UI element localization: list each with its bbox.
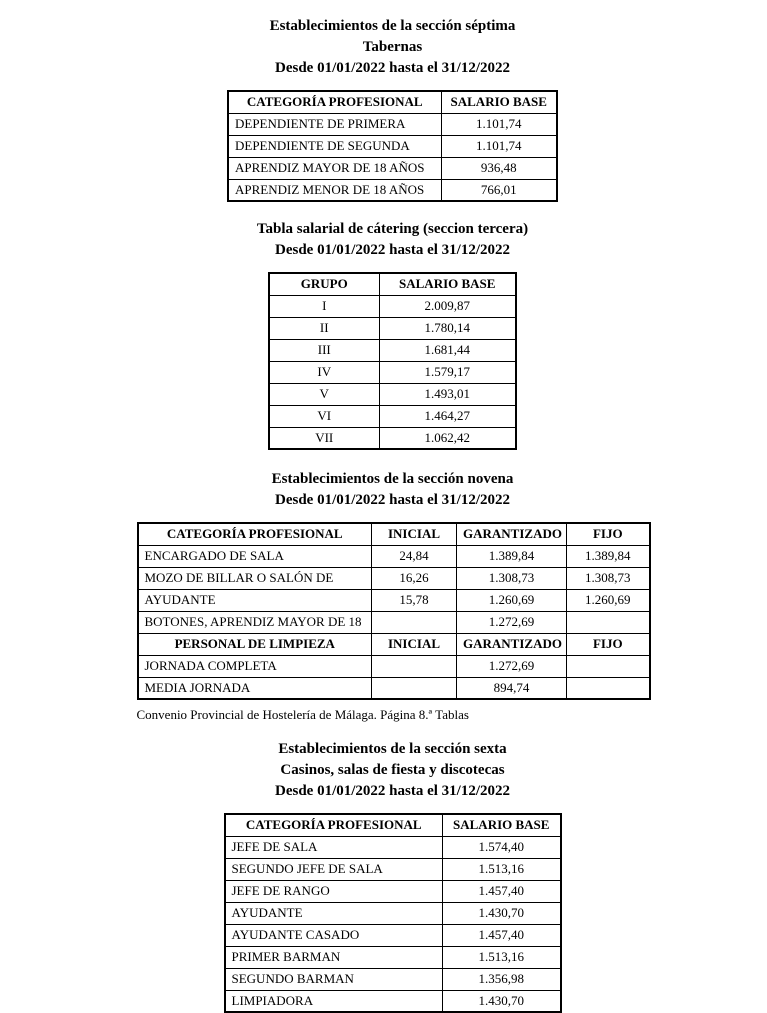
section-title-line: Casinos, salas de fiesta y discotecas bbox=[280, 762, 505, 778]
section-novena-table-block bbox=[137, 522, 649, 723]
category-cell: AYUDANTE bbox=[225, 902, 443, 924]
value-cell: 1.260,69 bbox=[567, 589, 650, 611]
table-row bbox=[269, 383, 516, 405]
category-cell: III bbox=[269, 339, 379, 361]
table-row bbox=[225, 880, 561, 902]
value-cell: 1.101,74 bbox=[441, 135, 557, 157]
value-cell: 1.780,14 bbox=[379, 317, 516, 339]
value-cell: 1.356,98 bbox=[443, 968, 561, 990]
table-row bbox=[138, 677, 650, 699]
category-cell: AYUDANTE bbox=[138, 589, 372, 611]
section-catering bbox=[9, 219, 767, 450]
table-row bbox=[269, 405, 516, 427]
document-page bbox=[9, 0, 767, 1013]
section-novena bbox=[9, 469, 767, 723]
category-cell: I bbox=[269, 295, 379, 317]
table-row bbox=[228, 179, 557, 201]
category-cell: IV bbox=[269, 361, 379, 383]
value-cell: 1.260,69 bbox=[457, 589, 567, 611]
section-title bbox=[9, 16, 767, 79]
table-row bbox=[225, 924, 561, 946]
table-row bbox=[138, 567, 650, 589]
value-cell: 936,48 bbox=[441, 157, 557, 179]
salary-table-catering bbox=[268, 272, 517, 450]
column-header: INICIAL bbox=[372, 633, 457, 655]
value-cell: 1.430,70 bbox=[443, 990, 561, 1012]
category-cell: APRENDIZ MENOR DE 18 AÑOS bbox=[228, 179, 441, 201]
section-title-line: Establecimientos de la sección sexta bbox=[278, 741, 507, 757]
section-title bbox=[9, 469, 767, 511]
category-cell: MOZO DE BILLAR O SALÓN DE bbox=[138, 567, 372, 589]
value-cell: 1.681,44 bbox=[379, 339, 516, 361]
category-cell: SEGUNDO BARMAN bbox=[225, 968, 443, 990]
value-cell bbox=[567, 655, 650, 677]
section-title-line: Establecimientos de la sección séptima bbox=[269, 18, 516, 34]
value-cell bbox=[372, 655, 457, 677]
column-header: CATEGORÍA PROFESIONAL bbox=[138, 523, 372, 545]
column-header: SALARIO BASE bbox=[379, 273, 516, 295]
table-row bbox=[269, 361, 516, 383]
category-cell: DEPENDIENTE DE PRIMERA bbox=[228, 113, 441, 135]
category-cell: DEPENDIENTE DE SEGUNDA bbox=[228, 135, 441, 157]
section-title-line: Desde 01/01/2022 hasta el 31/12/2022 bbox=[275, 492, 510, 508]
table-row bbox=[225, 858, 561, 880]
salary-table-novena bbox=[137, 522, 651, 700]
value-cell: 1.493,01 bbox=[379, 383, 516, 405]
table-header-row bbox=[225, 814, 561, 836]
value-cell bbox=[567, 677, 650, 699]
section-title bbox=[9, 739, 767, 802]
table-row bbox=[228, 157, 557, 179]
category-cell: II bbox=[269, 317, 379, 339]
value-cell: 1.101,74 bbox=[441, 113, 557, 135]
column-header: GRUPO bbox=[269, 273, 379, 295]
value-cell: 1.272,69 bbox=[457, 655, 567, 677]
value-cell: 1.389,84 bbox=[457, 545, 567, 567]
table-row bbox=[269, 317, 516, 339]
section-title bbox=[9, 219, 767, 261]
table-header-row bbox=[138, 633, 650, 655]
table-row bbox=[138, 545, 650, 567]
section-title-line: Establecimientos de la sección novena bbox=[271, 471, 514, 487]
column-header: SALARIO BASE bbox=[441, 91, 557, 113]
category-cell: SEGUNDO JEFE DE SALA bbox=[225, 858, 443, 880]
category-cell: AYUDANTE CASADO bbox=[225, 924, 443, 946]
salary-table-sexta bbox=[224, 813, 562, 1013]
section-tabernas bbox=[9, 16, 767, 202]
value-cell bbox=[567, 611, 650, 633]
value-cell: 1.272,69 bbox=[457, 611, 567, 633]
column-header: FIJO bbox=[567, 633, 650, 655]
value-cell: 1.457,40 bbox=[443, 924, 561, 946]
table-row bbox=[228, 135, 557, 157]
value-cell: 2.009,87 bbox=[379, 295, 516, 317]
category-cell: VI bbox=[269, 405, 379, 427]
value-cell: 1.579,17 bbox=[379, 361, 516, 383]
section-title-line: Desde 01/01/2022 hasta el 31/12/2022 bbox=[275, 60, 510, 76]
column-header: CATEGORÍA PROFESIONAL bbox=[228, 91, 441, 113]
table-row bbox=[269, 427, 516, 449]
value-cell: 1.513,16 bbox=[443, 946, 561, 968]
table-header-row bbox=[269, 273, 516, 295]
value-cell bbox=[372, 611, 457, 633]
column-header: GARANTIZADO bbox=[457, 523, 567, 545]
value-cell: 766,01 bbox=[441, 179, 557, 201]
value-cell: 1.308,73 bbox=[457, 567, 567, 589]
table-row bbox=[269, 339, 516, 361]
category-cell: APRENDIZ MAYOR DE 18 AÑOS bbox=[228, 157, 441, 179]
salary-table-tabernas bbox=[227, 90, 558, 202]
value-cell: 24,84 bbox=[372, 545, 457, 567]
table-row bbox=[225, 968, 561, 990]
table-header-row bbox=[228, 91, 557, 113]
table-row bbox=[225, 836, 561, 858]
column-header: PERSONAL DE LIMPIEZA bbox=[138, 633, 372, 655]
column-header: INICIAL bbox=[372, 523, 457, 545]
value-cell: 1.062,42 bbox=[379, 427, 516, 449]
value-cell: 16,26 bbox=[372, 567, 457, 589]
value-cell: 1.308,73 bbox=[567, 567, 650, 589]
value-cell: 1.464,27 bbox=[379, 405, 516, 427]
value-cell: 1.574,40 bbox=[443, 836, 561, 858]
category-cell: JEFE DE SALA bbox=[225, 836, 443, 858]
section-sexta bbox=[9, 739, 767, 1013]
category-cell: V bbox=[269, 383, 379, 405]
table-row bbox=[269, 295, 516, 317]
value-cell: 1.457,40 bbox=[443, 880, 561, 902]
value-cell: 1.513,16 bbox=[443, 858, 561, 880]
category-cell: JORNADA COMPLETA bbox=[138, 655, 372, 677]
category-cell: JEFE DE RANGO bbox=[225, 880, 443, 902]
table-row bbox=[225, 946, 561, 968]
section-title-line: Tabla salarial de cátering (seccion tercera) bbox=[256, 221, 529, 237]
table-row bbox=[138, 611, 650, 633]
page-footer-note: Convenio Provincial de Hostelería de Málaga. Página 8.ª Tablas bbox=[136, 707, 469, 722]
value-cell: 1.389,84 bbox=[567, 545, 650, 567]
table-row bbox=[138, 589, 650, 611]
category-cell: PRIMER BARMAN bbox=[225, 946, 443, 968]
column-header: FIJO bbox=[567, 523, 650, 545]
section-title-line: Desde 01/01/2022 hasta el 31/12/2022 bbox=[275, 783, 510, 799]
value-cell: 1.430,70 bbox=[443, 902, 561, 924]
category-cell: BOTONES, APRENDIZ MAYOR DE 18 bbox=[138, 611, 372, 633]
table-header-row bbox=[138, 523, 650, 545]
column-header: SALARIO BASE bbox=[443, 814, 561, 836]
section-title-line: Tabernas bbox=[362, 39, 423, 55]
category-cell: MEDIA JORNADA bbox=[138, 677, 372, 699]
table-row bbox=[225, 990, 561, 1012]
value-cell: 15,78 bbox=[372, 589, 457, 611]
table-row bbox=[138, 655, 650, 677]
table-row bbox=[228, 113, 557, 135]
category-cell: ENCARGADO DE SALA bbox=[138, 545, 372, 567]
value-cell: 894,74 bbox=[457, 677, 567, 699]
column-header: GARANTIZADO bbox=[457, 633, 567, 655]
section-title-line: Desde 01/01/2022 hasta el 31/12/2022 bbox=[275, 242, 510, 258]
value-cell bbox=[372, 677, 457, 699]
column-header: CATEGORÍA PROFESIONAL bbox=[225, 814, 443, 836]
table-row bbox=[225, 902, 561, 924]
category-cell: LIMPIADORA bbox=[225, 990, 443, 1012]
category-cell: VII bbox=[269, 427, 379, 449]
